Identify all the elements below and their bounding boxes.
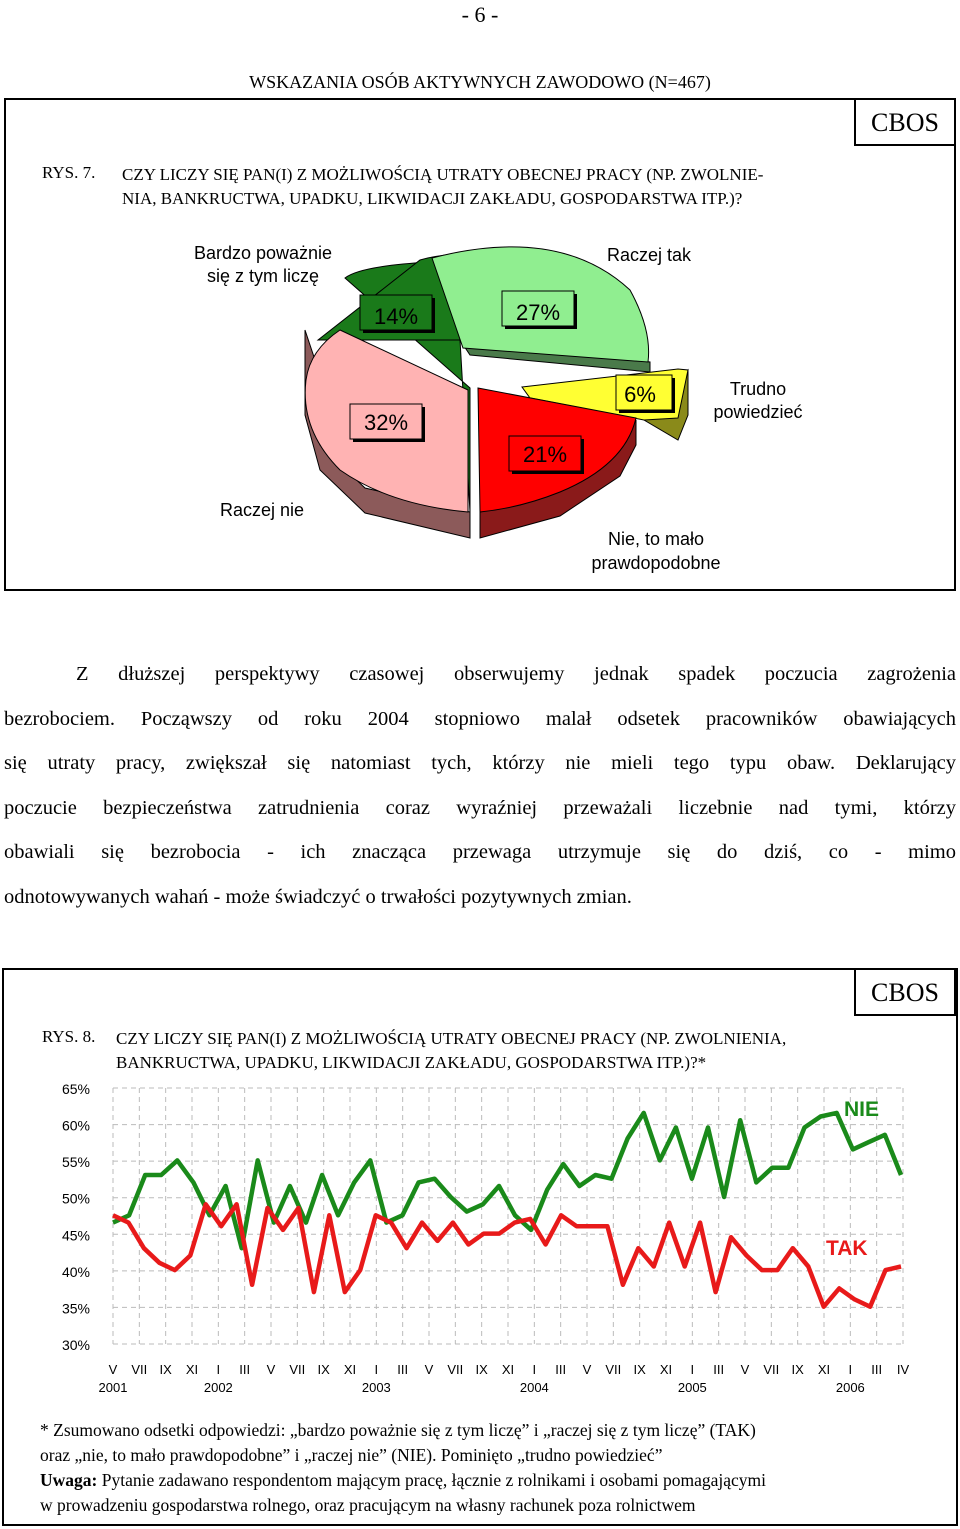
x-tick-label: V [582, 1362, 592, 1377]
svg-text:32%: 32% [363, 410, 409, 435]
line-chart-y-ticks [62, 1081, 90, 1353]
line-chart-x-ticks [109, 1362, 910, 1377]
footnote-line-1: * Zsumowano odsetki odpowiedzi: „bardzo poważnie się z tym liczę” i „raczej się z tym liczę” (TAK) [40, 1420, 756, 1440]
pie-label-bardzo-1: Bardzo poważnie [193, 243, 333, 263]
year-label: 2004 [519, 1380, 549, 1395]
y-tick-label: 50% [61, 1190, 90, 1207]
figure-8-title-line-2: BANKRUCTWA, UPADKU, LIKWIDACJI ZAKŁADU, GOSPODARSTWA ITP.)?* [116, 1053, 707, 1072]
x-tick-label: XI [817, 1362, 831, 1377]
svg-text:27%: 27% [515, 300, 561, 325]
footnote-line-2: oraz „nie, to mało prawdopodobne” i „raczej nie” (NIE). Pominięto „trudno powiedzieć” [40, 1445, 663, 1465]
series-label-tak: TAK [826, 1237, 868, 1260]
x-tick-label: IX [159, 1362, 172, 1377]
paragraph-line: obawiali się bezrobocia - ich znacząca przewaga utrzymuje się do dziś, co - mimo [4, 841, 956, 863]
figure-7-label: RYS. 7. [42, 163, 96, 182]
x-tick-label: I [374, 1362, 379, 1377]
y-tick-label: 60% [61, 1117, 90, 1134]
x-tick-label: XI [343, 1362, 357, 1377]
svg-text:21%: 21% [522, 442, 568, 467]
series-line-tak [113, 1204, 901, 1306]
cbos-logo-1: CBOS [854, 98, 956, 146]
x-tick-label: VII [763, 1362, 780, 1377]
note-line-1 [40, 1468, 950, 1493]
year-label: 2002 [203, 1380, 233, 1395]
pie-label-nie-1: Nie, to mało [607, 529, 705, 549]
x-tick-label: I [532, 1362, 537, 1377]
x-tick-label: IX [475, 1362, 488, 1377]
pie-label-raczej-nie: Raczej nie [219, 500, 305, 520]
x-tick-label: III [871, 1362, 883, 1377]
respondents-title: WSKAZANIA OSÓB AKTYWNYCH ZAWODOWO (N=467) [249, 72, 711, 92]
y-tick-label: 65% [61, 1081, 90, 1097]
figure-7-title-line-1: CZY LICZY SIĘ PAN(I) Z MOŻLIWOŚCIĄ UTRATY OBECNEJ PRACY (NP. ZWOLNIE- [122, 165, 764, 184]
note-line-2: w prowadzeniu gospodarstwa rolnego, oraz pracującym na własny rachunek poza rolnictwem [40, 1495, 696, 1515]
pie-label-bardzo-2: się z tym liczę [206, 266, 320, 286]
x-tick-label: V [740, 1362, 750, 1377]
figure-8-label: RYS. 8. [42, 1027, 96, 1046]
y-tick-label: 55% [61, 1154, 90, 1171]
x-tick-label: I [690, 1362, 695, 1377]
page-number: - 6 - [461, 2, 499, 27]
x-tick-label: XI [659, 1362, 673, 1377]
x-tick-label: III [397, 1362, 409, 1377]
paragraph-line: bezrobociem. Począwszy od roku 2004 stopniowo malał odsetek pracowników obawiających [4, 707, 956, 730]
x-tick-label: IX [317, 1362, 330, 1377]
body-paragraph [4, 652, 956, 919]
paragraph-line: Z dłuższej perspektywy czasowej obserwujemy jednak spadek poczucia zagrożenia [76, 663, 956, 685]
y-tick-label: 45% [61, 1227, 90, 1244]
pie-value-21 [509, 436, 584, 474]
x-tick-label: VII [605, 1362, 622, 1377]
x-tick-label: I [216, 1362, 221, 1377]
x-tick-label: V [266, 1362, 276, 1377]
x-tick-label: V [424, 1362, 434, 1377]
x-tick-label: III [713, 1362, 725, 1377]
pie-value-27 [502, 291, 577, 329]
y-tick-label: 30% [61, 1337, 90, 1353]
pie-value-14 [360, 295, 435, 333]
year-label: 2001 [98, 1380, 128, 1395]
svg-text:6%: 6% [624, 382, 656, 407]
pie-label-trudno-1: Trudno [729, 379, 787, 399]
cbos-logo-2: CBOS [854, 968, 956, 1016]
paragraph-line: poczucie bezpieczeństwa zatrudnienia coraz wyraźniej przeważali liczebnie nad tymi, którzy [4, 796, 956, 819]
x-tick-label: XI [185, 1362, 199, 1377]
y-tick-label: 40% [61, 1263, 90, 1280]
svg-text:14%: 14% [373, 304, 419, 329]
figure-8-title-line-1: CZY LICZY SIĘ PAN(I) Z MOŻLIWOŚCIĄ UTRATY OBECNEJ PRACY (NP. ZWOLNIENIA, [116, 1029, 787, 1048]
x-tick-label: IV [896, 1362, 910, 1377]
year-label: 2006 [835, 1380, 865, 1395]
year-label: 2003 [361, 1380, 391, 1395]
pie-label-nie-2: prawdopodobne [591, 553, 721, 573]
note-label: Uwaga: [40, 1470, 98, 1490]
paragraph-line: się utraty pracy, zwiększał się natomiast tych, którzy nie mieli tego typu obaw. Deklarujący [4, 752, 956, 774]
paragraph-line: odnotowywanych wahań - może świadczyć o trwałości pozytywnych zmian. [4, 885, 632, 908]
note-text: Pytanie zadawano respondentom mającym pracę, łącznie z rolnikami i osobami pomagającymi [97, 1470, 767, 1490]
line-chart [0, 1070, 960, 1400]
x-tick-label: IX [791, 1362, 804, 1377]
series-label-nie: NIE [844, 1098, 880, 1121]
footnote [40, 1418, 950, 1518]
y-tick-label: 35% [61, 1300, 90, 1317]
figure-7-title-line-2: NIA, BANKRUCTWA, UPADKU, LIKWIDACJI ZAKŁADU, GOSPODARSTWA ITP.)? [122, 189, 743, 208]
pie-label-raczej-tak: Raczej tak [606, 245, 692, 265]
x-tick-label: XI [501, 1362, 515, 1377]
x-tick-label: I [848, 1362, 853, 1377]
x-tick-label: VII [447, 1362, 464, 1377]
pie-value-6 [616, 375, 675, 413]
x-tick-label: III [555, 1362, 567, 1377]
x-tick-label: VII [131, 1362, 148, 1377]
pie-label-trudno-2: powiedzieć [713, 402, 803, 422]
x-tick-label: IX [633, 1362, 646, 1377]
line-chart-year-labels [99, 1380, 865, 1395]
year-label: 2005 [677, 1380, 707, 1395]
x-tick-label: VII [289, 1362, 306, 1377]
x-tick-label: V [108, 1362, 118, 1377]
pie-chart [0, 0, 960, 600]
pie-value-32 [350, 404, 425, 442]
x-tick-label: III [239, 1362, 251, 1377]
